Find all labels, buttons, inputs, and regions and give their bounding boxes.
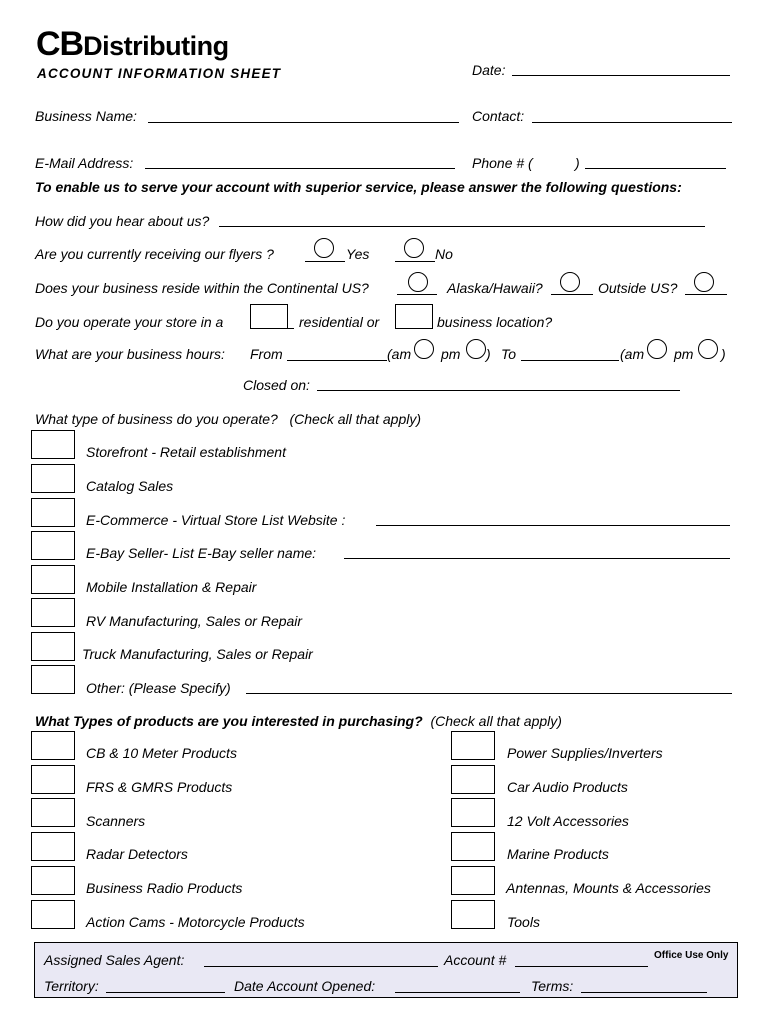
frs-gmrs-checkbox[interactable] [31,765,75,794]
marine-label: Marine Products [507,846,609,862]
date-label: Date: [472,62,506,78]
hear-label: How did you hear about us? [35,213,210,229]
territory-field[interactable] [106,992,225,993]
radar-detectors-label: Radar Detectors [86,846,188,862]
residential-line [288,328,294,329]
date-field[interactable] [512,75,730,76]
terms-label: Terms: [531,978,574,994]
outside-radio[interactable] [694,272,714,292]
rv-manufacturing-checkbox[interactable] [31,598,75,627]
to-pm-radio[interactable] [698,339,718,359]
flyers-yes-label: Yes [346,246,370,262]
car-audio-checkbox[interactable] [451,765,495,794]
frs-gmrs-label: FRS & GMRS Products [86,779,233,795]
business-name-label: Business Name: [35,108,137,124]
catalog-sales-checkbox[interactable] [31,464,75,493]
storefront-label: Storefront - Retail establishment [86,444,286,460]
from-am-label: (am [387,346,412,362]
power-supplies-checkbox[interactable] [451,731,495,760]
antennas-label: Antennas, Mounts & Accessories [506,880,711,896]
products-note: (Check all that apply) [430,713,562,729]
logo-cb: CB [36,25,84,63]
phone-number-field[interactable] [585,168,726,169]
flyers-no-line [395,261,435,262]
other-checkbox[interactable] [31,665,75,694]
to-am-label: (am [620,346,645,362]
residential-checkbox[interactable] [250,304,288,329]
alaska-label: Alaska/Hawaii? [447,280,543,296]
sales-agent-label: Assigned Sales Agent: [44,952,185,968]
from-close-paren: ) [486,346,491,362]
office-use-only-label: Office Use Only [654,950,729,961]
other-specify-field[interactable] [246,693,732,694]
products-question: What Types of products are you interested in purchasing? [35,713,423,729]
power-supplies-label: Power Supplies/Inverters [507,745,663,761]
to-time-field[interactable] [521,360,619,361]
continental-radio[interactable] [408,272,428,292]
closed-on-label: Closed on: [243,377,310,393]
logo-distributing: Distributing [83,31,229,61]
catalog-sales-label: Catalog Sales [86,478,174,494]
truck-manufacturing-checkbox[interactable] [31,632,75,661]
residential-label: residential or [299,314,380,330]
to-close-paren: ) [721,346,726,362]
business-type-question: What type of business do you operate? [35,411,278,427]
contact-label: Contact: [472,108,525,124]
rv-manufacturing-label: RV Manufacturing, Sales or Repair [86,613,303,629]
business-location-label: business location? [437,314,553,330]
from-label: From [250,346,283,362]
scanners-checkbox[interactable] [31,798,75,827]
action-cams-checkbox[interactable] [31,900,75,929]
hear-field[interactable] [219,226,705,227]
phone-close-paren: ) [575,155,580,171]
marine-checkbox[interactable] [451,832,495,861]
tools-checkbox[interactable] [451,900,495,929]
scanners-label: Scanners [86,813,146,829]
antennas-checkbox[interactable] [451,866,495,895]
sheet-subtitle: ACCOUNT INFORMATION SHEET [37,66,282,81]
action-cams-label: Action Cams - Motorcycle Products [86,914,305,930]
closed-on-field[interactable] [317,390,680,391]
business-type-heading [35,411,421,427]
flyers-label: Are you currently receiving our flyers ? [35,246,274,262]
contact-field[interactable] [532,122,732,123]
territory-label: Territory: [44,978,99,994]
continental-line [397,294,437,295]
operate-label: Do you operate your store in a [35,314,224,330]
hours-label: What are your business hours: [35,346,225,362]
tools-label: Tools [507,914,540,930]
cb-10-meter-label: CB & 10 Meter Products [86,745,237,761]
office-use-section [34,942,738,998]
ecommerce-checkbox[interactable] [31,498,75,527]
to-am-radio[interactable] [647,339,667,359]
from-pm-radio[interactable] [466,339,486,359]
mobile-installation-label: Mobile Installation & Repair [86,579,257,595]
date-opened-field[interactable] [395,992,520,993]
company-logo [36,26,229,62]
business-location-checkbox[interactable] [395,304,433,329]
account-number-field[interactable] [515,966,648,967]
ebay-seller-name-field[interactable] [344,558,730,559]
to-pm-label: pm [674,346,694,362]
ebay-seller-label: E-Bay Seller- List E-Bay seller name: [86,545,317,561]
products-heading [35,713,562,729]
other-label: Other: (Please Specify) [86,680,231,696]
intro-text: To enable us to serve your account with superior service, please answer the following questions: [35,179,682,195]
from-pm-label: pm [441,346,461,362]
terms-field[interactable] [581,992,707,993]
email-label: E-Mail Address: [35,155,134,171]
alaska-line [551,294,593,295]
twelve-volt-checkbox[interactable] [451,798,495,827]
business-name-field[interactable] [148,122,459,123]
outside-label: Outside US? [598,280,678,296]
website-field[interactable] [376,525,730,526]
to-label: To [501,346,517,362]
radar-detectors-checkbox[interactable] [31,832,75,861]
from-time-field[interactable] [287,360,387,361]
account-number-label: Account # [444,952,507,968]
storefront-checkbox[interactable] [31,430,75,459]
truck-manufacturing-label: Truck Manufacturing, Sales or Repair [82,646,313,662]
reside-label: Does your business reside within the Continental US? [35,280,369,296]
car-audio-label: Car Audio Products [507,779,628,795]
business-radio-checkbox[interactable] [31,866,75,895]
flyers-no-radio[interactable] [404,238,424,258]
from-am-radio[interactable] [414,339,434,359]
sales-agent-field[interactable] [204,966,438,967]
twelve-volt-label: 12 Volt Accessories [507,813,629,829]
flyers-no-label: No [435,246,453,262]
email-field[interactable] [145,168,455,169]
business-type-note: (Check all that apply) [289,411,422,427]
ebay-seller-checkbox[interactable] [31,531,75,560]
mobile-installation-checkbox[interactable] [31,565,75,594]
flyers-yes-line [305,261,345,262]
flyers-yes-radio[interactable] [314,238,334,258]
cb-10-meter-checkbox[interactable] [31,731,75,760]
phone-label: Phone # ( [472,155,533,171]
outside-line [685,294,727,295]
alaska-radio[interactable] [560,272,580,292]
ecommerce-label: E-Commerce - Virtual Store List Website : [86,512,346,528]
business-radio-label: Business Radio Products [86,880,243,896]
date-opened-label: Date Account Opened: [234,978,376,994]
